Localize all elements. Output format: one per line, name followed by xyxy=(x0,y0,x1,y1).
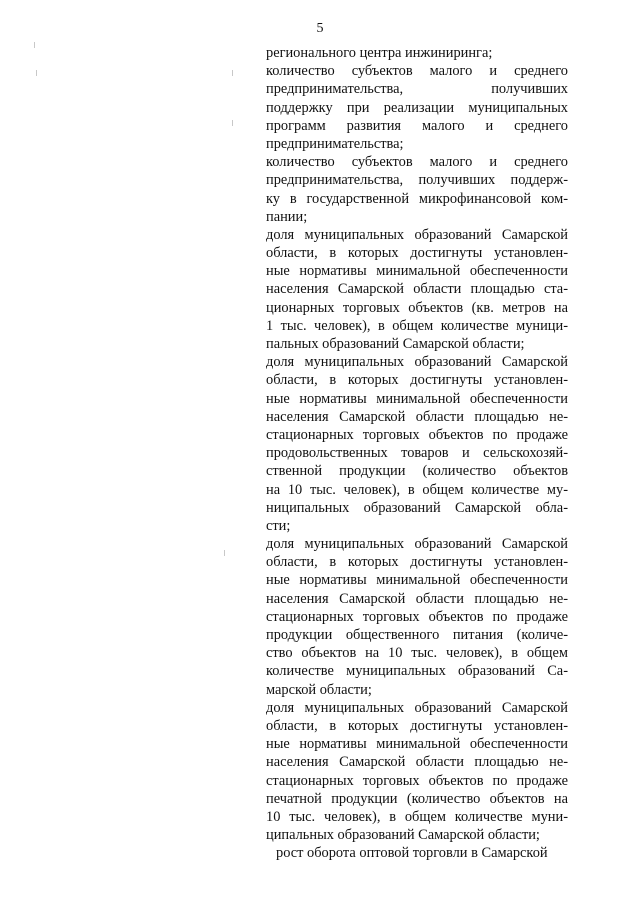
scan-mark xyxy=(36,70,37,76)
text-line: населения Самарской области площадью ста- xyxy=(266,281,568,298)
text-line: ство объектов на 10 тыс. человек), в общем xyxy=(266,645,568,662)
text-line: области, в которых достигнуты установлен- xyxy=(266,245,568,262)
text-line: пании; xyxy=(266,208,308,225)
text-line: продукции общественного питания (количе- xyxy=(266,627,568,643)
text-line: населения Самарской области площадью не- xyxy=(266,754,568,771)
scan-mark xyxy=(232,70,233,76)
text-line: области, в которых достигнуты установлен- xyxy=(266,717,568,734)
text-line: предпринимательства, получивших поддерж- xyxy=(266,172,568,189)
text-line: предпринимательства; xyxy=(266,135,404,152)
text-line: ные нормативы минимальной обеспеченности xyxy=(266,572,568,589)
text-line: населения Самарской области площадью не- xyxy=(266,590,568,607)
document-body xyxy=(266,44,568,862)
scan-mark xyxy=(224,550,225,556)
text-line: доля муниципальных образований Самарской xyxy=(266,536,568,553)
text-line: на 10 тыс. человек), в общем количестве му- xyxy=(266,481,568,498)
text-line: ционарных торговых объектов (кв. метров на xyxy=(266,299,568,316)
text-line: количестве муниципальных образований Са- xyxy=(266,663,568,680)
text-line: доля муниципальных образований Самарской xyxy=(266,354,568,371)
text-line: количество субъектов малого и среднего xyxy=(266,154,568,171)
text-line: продовольственных товаров и сельскохозяй- xyxy=(266,445,568,462)
text-line: сти; xyxy=(266,517,291,534)
text-line: стационарных торговых объектов по продаже xyxy=(266,608,568,625)
page-number: 5 xyxy=(316,21,324,36)
text-line: ные нормативы минимальной обеспеченности xyxy=(266,390,568,407)
text-line: поддержку при реализации муниципальных xyxy=(266,99,568,116)
text-line: 1 тыс. человек), в общем количестве муници- xyxy=(266,317,568,334)
text-line: доля муниципальных образований Самарской xyxy=(266,699,568,716)
text-line: количество субъектов малого и среднего xyxy=(266,63,568,80)
text-line: ные нормативы минимальной обеспеченности xyxy=(266,736,568,753)
text-line: марской области; xyxy=(266,681,372,698)
scan-mark xyxy=(232,120,233,126)
text-line: доля муниципальных образований Самарской xyxy=(266,226,568,243)
text-line: ку в государственной микрофинансовой ком- xyxy=(266,190,568,207)
text-line: предпринимательства, получивших xyxy=(266,81,568,98)
text-line: печатной продукции (количество объектов на xyxy=(266,790,568,807)
text-line: стационарных торговых объектов по продаже xyxy=(266,772,568,789)
text-line: пальных образований Самарской области; xyxy=(266,336,525,352)
text-line: ные нормативы минимальной обеспеченности xyxy=(266,263,568,280)
text-line: области, в которых достигнуты установлен- xyxy=(266,554,568,571)
text-line: области, в которых достигнуты установлен- xyxy=(266,372,568,389)
text-line: 10 тыс. человек), в общем количестве муни- xyxy=(266,808,568,825)
text-line: населения Самарской области площадью не- xyxy=(266,408,568,425)
text-line: ниципальных образований Самарской обла- xyxy=(266,499,568,516)
text-line: ственной продукции (количество объектов xyxy=(266,463,568,480)
text-line: регионального центра инжиниринга; xyxy=(266,45,493,61)
scan-mark xyxy=(34,42,35,48)
text-line: программ развития малого и среднего xyxy=(266,117,568,134)
text-line: ципальных образований Самарской области; xyxy=(266,827,540,844)
text-line: рост оборота оптовой торговли в Самарской xyxy=(276,845,548,862)
text-line: стационарных торговых объектов по продаже xyxy=(266,426,568,443)
